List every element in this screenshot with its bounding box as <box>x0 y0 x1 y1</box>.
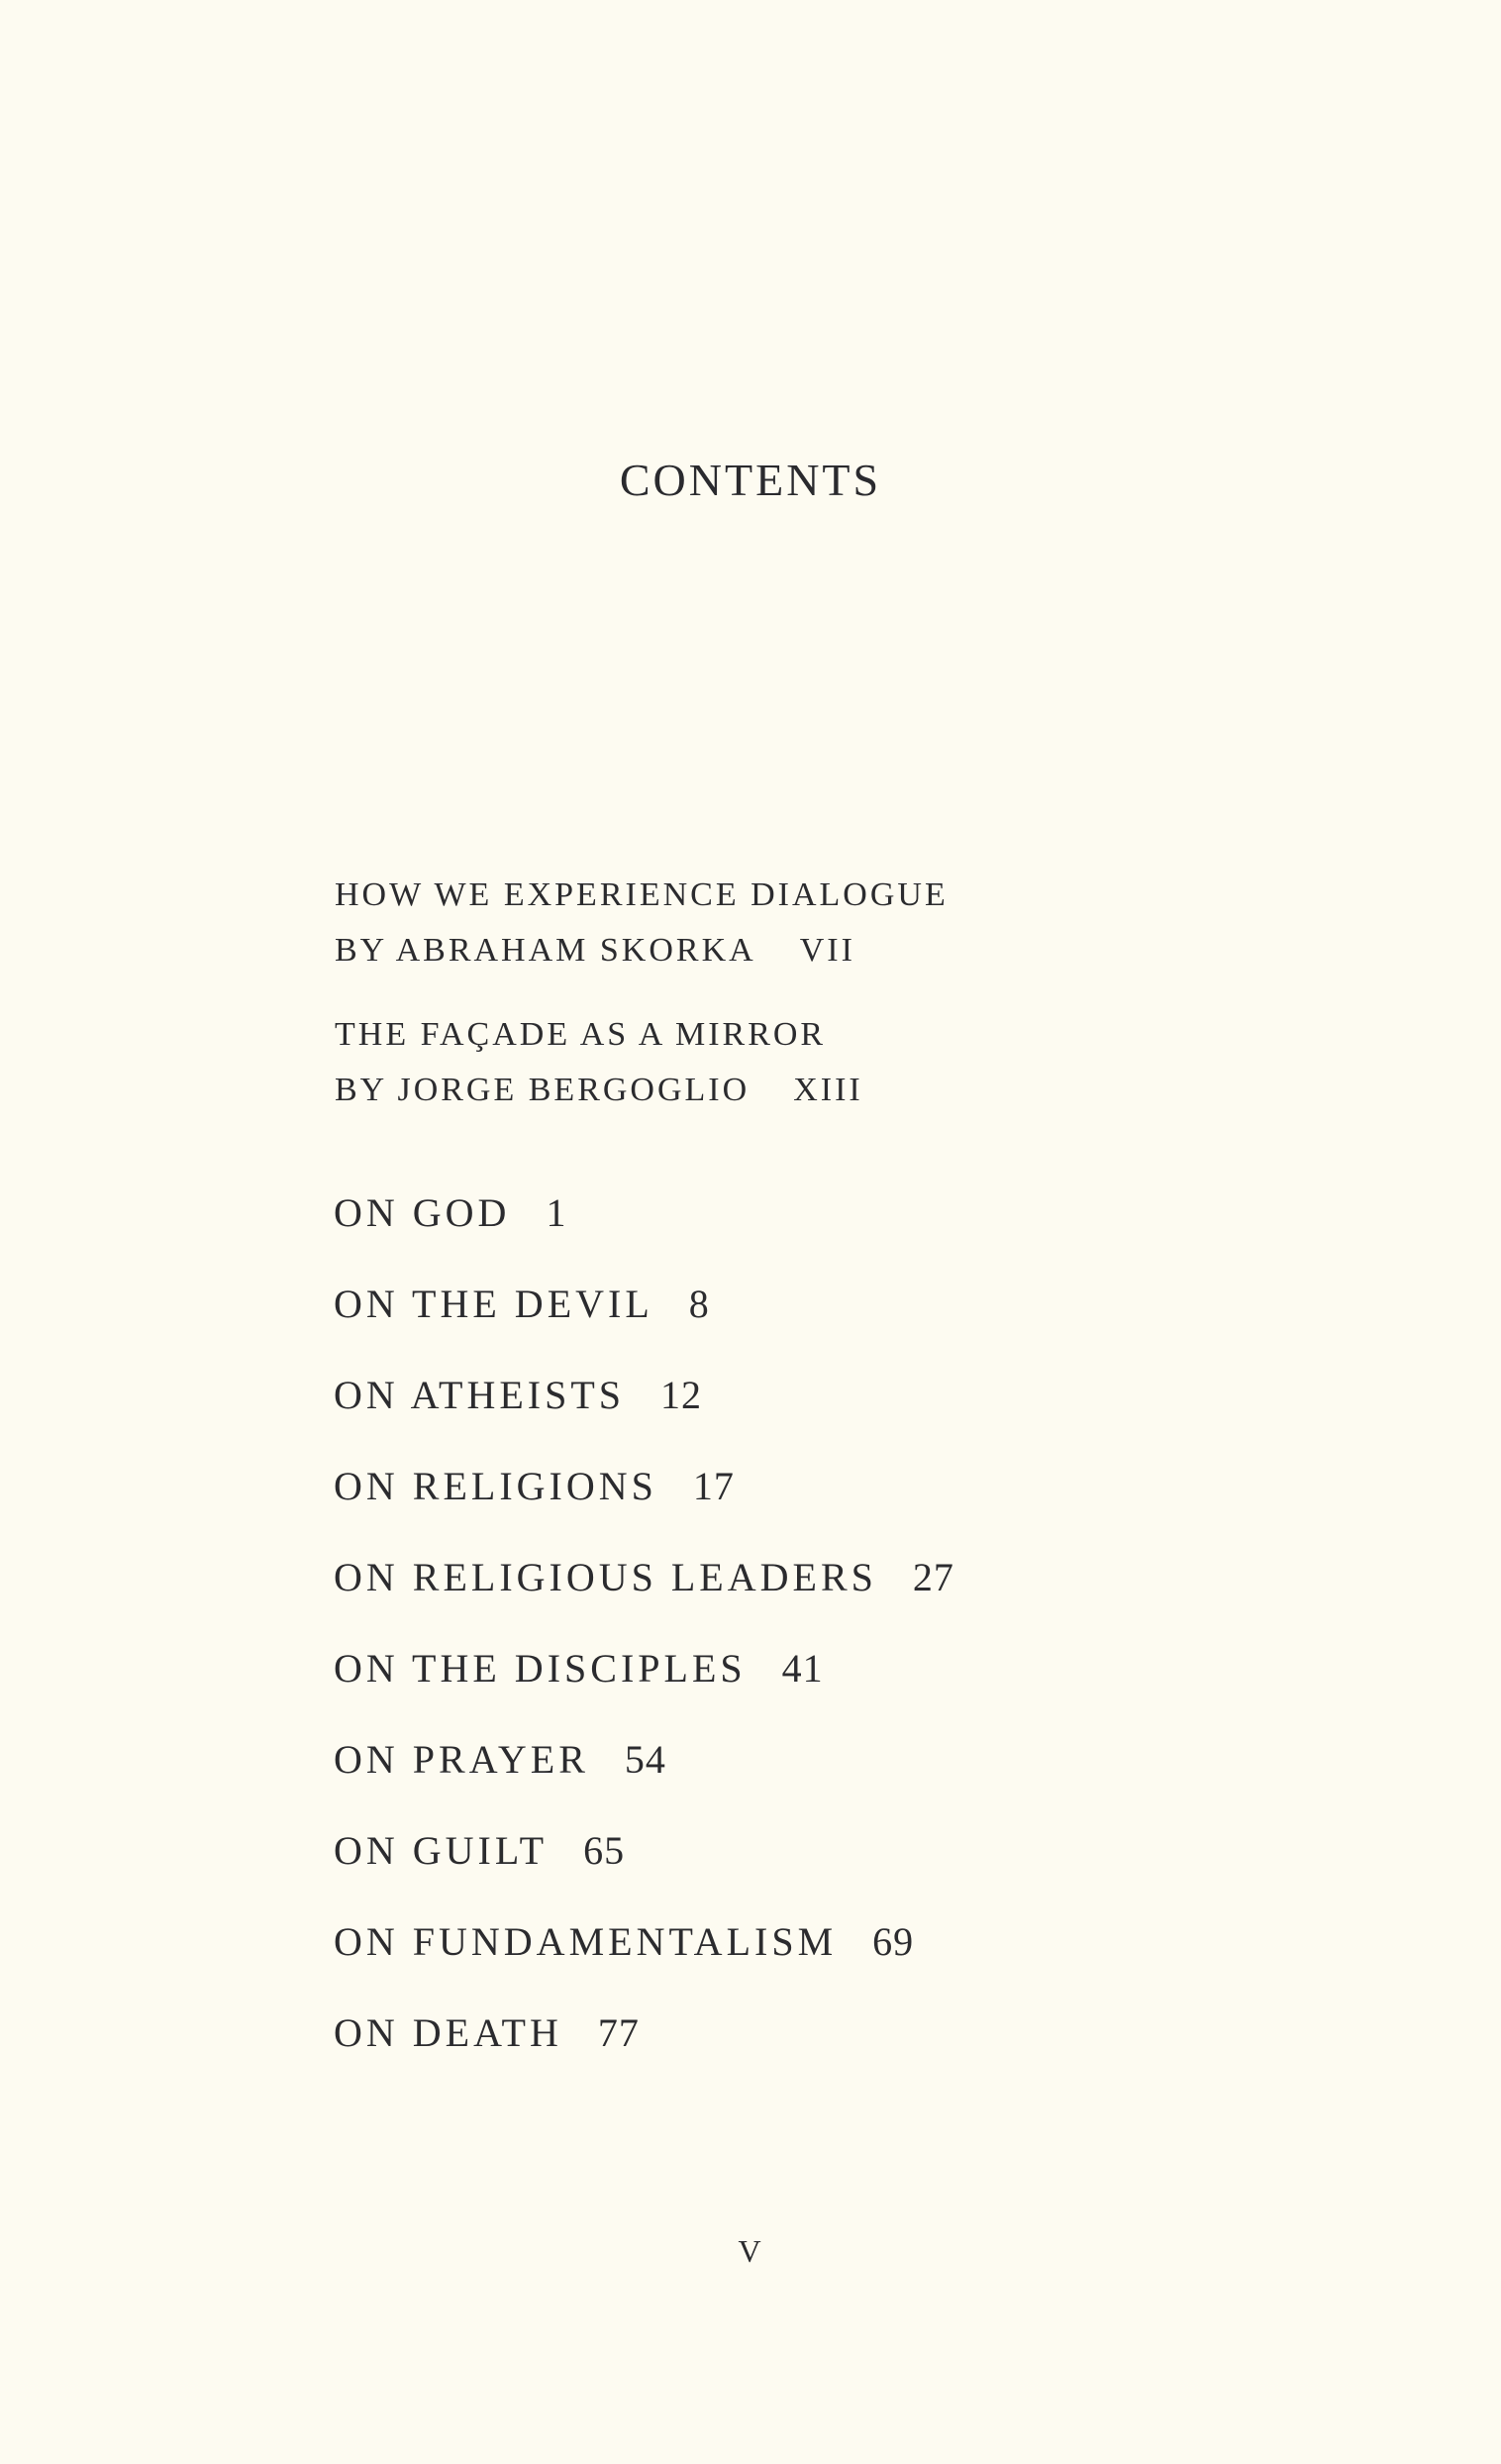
intro-entry-byline <box>335 923 949 978</box>
chapter-title-text: ON DEATH <box>334 2010 562 2055</box>
chapter-page: 77 <box>597 2010 640 2055</box>
chapter-title-text: ON THE DISCIPLES <box>334 1646 747 1691</box>
chapter-page: 17 <box>692 1464 735 1508</box>
chapter-title <box>334 1736 666 1783</box>
chapter-title <box>334 2009 640 2056</box>
chapter-title <box>334 1189 566 1236</box>
chapter-page: 12 <box>660 1373 703 1417</box>
intro-entry-title: THE FAÇADE AS A MIRROR <box>335 1016 827 1053</box>
chapter-title-text: ON ATHEISTS <box>334 1373 626 1417</box>
intro-entry-skorka <box>335 868 949 978</box>
chapter-title <box>334 1281 710 1327</box>
intro-entry-bergoglio <box>335 1007 863 1118</box>
chapter-title-text: ON GOD <box>334 1190 511 1235</box>
chapter-page: 69 <box>872 1919 915 1964</box>
chapter-title <box>334 1463 735 1509</box>
intro-entry-page: XIII <box>793 1072 863 1108</box>
chapter-title-text: ON GUILT <box>334 1828 549 1873</box>
chapter-title-text: ON FUNDAMENTALISM <box>334 1919 838 1964</box>
intro-entry-byline <box>335 1063 863 1118</box>
intro-entry-author: BY ABRAHAM SKORKA <box>335 932 756 969</box>
chapter-title-text: ON THE DEVIL <box>334 1282 653 1326</box>
chapter-page: 8 <box>688 1282 710 1326</box>
chapter-title <box>334 1918 914 1965</box>
page-title: CONTENTS <box>619 455 882 505</box>
chapter-page: 1 <box>546 1190 567 1235</box>
chapter-title <box>334 1827 625 1874</box>
chapter-title-text: ON RELIGIONS <box>334 1464 657 1508</box>
page-folio: V <box>738 2233 763 2269</box>
chapter-title <box>334 1554 954 1600</box>
intro-entry-author: BY JORGE BERGOGLIO <box>335 1072 750 1108</box>
chapter-title <box>334 1645 824 1692</box>
chapter-title <box>334 1372 702 1418</box>
chapter-title-text: ON PRAYER <box>334 1737 589 1782</box>
intro-entry-title: HOW WE EXPERIENCE DIALOGUE <box>335 876 949 913</box>
chapter-title-text: ON RELIGIOUS LEADERS <box>334 1555 877 1599</box>
intro-entry-page: VII <box>799 932 855 969</box>
chapter-page: 65 <box>583 1828 626 1873</box>
chapter-page: 54 <box>624 1737 666 1782</box>
chapter-page: 27 <box>912 1555 954 1599</box>
chapter-page: 41 <box>781 1646 824 1691</box>
